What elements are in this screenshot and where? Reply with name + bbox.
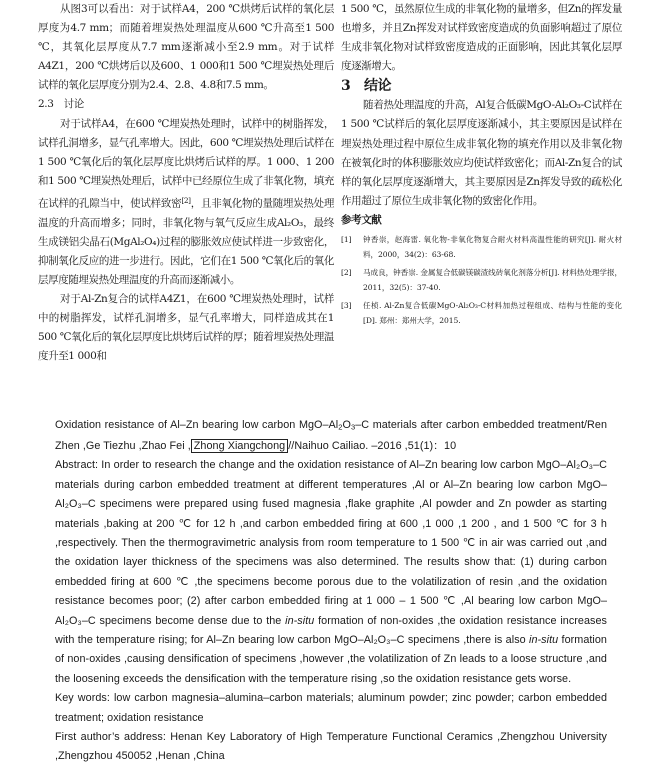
reference-text: 钟香崇，赵海雷. 氧化物-非氧化物复合耐火材料高温性能的研究[J]. 耐火材料，2000，34(2)：63-68. [363,234,622,259]
right-column-body [341,0,622,328]
discussion-a4z1-paragraph: 对于Al-Zn复合的试样A4Z1，在600 ℃埋炭热处理时，试样中的树脂挥发，试样孔洞增多，显气孔率增大，同样造成其在1 500 ℃氧化后的氧化层厚度比烘烤后试样的厚；随着埋炭热处理温度升至1 000和 [38,293,334,363]
citation-title-pre: Oxidation resistance of Al–Zn bearing low carbon MgO–Al [55,419,339,431]
citation-title-post: –C materials after carbon embedded treatment/Ren Zhen ,Ge Tiezhu ,Zhao Fei , [55,419,607,452]
address-label: First author’s address: [55,731,166,743]
reference-item [341,265,622,295]
keywords-line [55,689,607,728]
references-title: 参考文献 [341,213,382,226]
reference-item [341,232,622,262]
continued-paragraph: 1 500 ℃，虽然原位生成的非氧化物的量增多，但Zn的挥发量也增多，并且Zn挥发对试样致密度造成的负面影响超过了原位生成非氧化物对试样致密度造成的正面影响，因此其氧化层厚度逐渐增大。 [341,3,622,73]
left-column-body [38,0,334,366]
abstract-text-2: formation of non-oxides ,the oxidation resistance increases with the temperature rising; for Al–Zn bearing low carbon MgO–Al₂O₃–C specimens ,there is also [55,614,607,646]
discussion-a4-paragraph [38,115,334,291]
abstract-citation-line [55,416,607,456]
conclusion-paragraph: 随着热处理温度的升高，Al复合低碳MgO-Al₂O₃-C试样在1 500 ℃试样后的氧化层厚度逐渐减小，其主要原因是试样在埋炭热处理过程中原位生成非氧化物的填充作用以及非氧化物在被氧化时的体积膨胀效应均使试样致密化；而Al-Zn复合的试样的氧化层厚度逐渐增大，其主要原因是Zn挥发导致的疏松化作用超过了原位生成非氧化物的致密化作用。 [341,99,622,207]
discussion-a4-text-rest: ，且非氧化物的量随埋炭热处理温度的升高而增多；同时，非氧化物与氧气反应生成Al₂O₃，最终生成镁铝尖晶石(MgAl₂O₄)过程的膨胀效应使试样进一步致密化，抑制氧化反应的进一步进行。因此，它们在1 500 ℃氧化后的氧化层厚度随埋炭热处理温度的升高而逐渐减小。 [38,197,335,286]
keywords-text: low carbon magnesia–alumina–carbon materials; aluminum powder; zinc powder; carbon embedded treatment; oxidation resistance [55,692,607,724]
english-abstract [55,416,607,767]
citation-title-sub: 2 [338,422,343,432]
left-column [38,0,334,366]
citation-journal: //Naihuo Cailiao. –2016 ,51(1)：10 [288,439,457,452]
abstract-label: Abstract: [55,459,99,472]
abstract-body [55,456,607,689]
reference-item [341,298,622,328]
address-text: Henan Key Laboratory of High Temperature Functional Ceramics ,Zhengzhou University ,Zhengzhou 450052 ,Henan ,China [55,731,608,763]
abstract-text-3: formation of non-oxides ,causing densification of specimens ,however ,the volatilization of Zn leads to a loose structure ,and the loosening exceeds the densification with the temperature rising ,so the oxidation resistance gets worse. [55,633,607,685]
keywords-label: Key words: [55,692,110,705]
highlighted-author: Zhong Xiangchong [191,439,288,453]
references-list [341,232,622,328]
citation-marker: [2] [181,195,191,205]
abstract-text-1: In order to research the change and the oxidation resistance of Al–Zn bearing low carbon MgO–Al₂O₃–C materials during carbon embedded treatment at different temperatures ,Al or Al–Zn bearing low carbon MgO–Al₂O₃–C specimens were prepared using fused magnesia ,flake graphite ,Al powder and Zn powder as starting materials ,baking at 200 ℃ for 12 h ,and carbon embedded firing at 600 ,1 000 ,1 200 , and 1 500 ℃ for 3 h ,respectively. Then the thermogravimetric analysis from room temperature to 1 500 ℃ in air was carried out ,and the oxidation layer thickness of the specimens was also determined. The results show that: (1) during carbon embedded firing at 600 ℃ ,the specimens become porous due to the volatilization of resin ,and the oxidation resistance becomes poor; (2) after carbon embedded firing at 1 000 – 1 500 ℃ ,Al bearing low carbon MgO–Al₂O₃–C specimens become dense due to the [55,459,607,627]
reference-number: [1] [341,234,352,244]
citation-title-sub2: 3 [350,422,356,432]
reference-number: [2] [341,267,352,277]
reference-number: [3] [341,300,352,310]
author-address-line [55,728,607,767]
reference-text: 任桢. Al-Zn复合低碳MgO-Al₂O₃-C材料加热过程组成、结构与性能的变化[D]. 郑州：郑州大学，2015. [363,300,622,325]
discussion-a4-text: 对于试样A4，在600 ℃埋炭热处理时，试样中的树脂挥发，试样孔洞增多，显气孔率增大。因此，600 ℃埋炭热处理后试样在1 500 ℃氧化后的氧化层厚度比烘烤后试样的厚。1 000、1 200和1 500 ℃埋炭热处理后，试样中已经原位生成了非氧化物，填充在试样的孔隙当中，使试样致密 [38,117,334,210]
conclusion-heading: 3 结论 [341,78,392,95]
in-situ-term: in-situ [285,614,315,627]
citation-title-mid: O [342,419,351,431]
in-situ-term: in-situ [529,633,559,646]
discussion-heading: 2.3 讨论 [38,98,84,111]
right-column [341,0,622,331]
reference-text: 马成良，钟香崇. 金属复合低碳镁碳渣线砖氧化剂落分析[J]. 材料热处理学报，2011，32(5)：37-40. [363,267,622,292]
results-paragraph: 从图3可以看出：对于试样A4，200 ℃烘烤后试样的氧化层厚度为4.7 mm；而随着埋炭热处理温度从600 ℃升高至1 500 ℃，其氧化层厚度从7.7 mm逐渐减小至2.9 mm。对于试样A4Z1，200 ℃烘烤后以及600、1 000和1 500 ℃埋炭热处理后试样的氧化层厚度分别为2.4、2.8、4.8和7.5 mm。 [38,3,334,92]
